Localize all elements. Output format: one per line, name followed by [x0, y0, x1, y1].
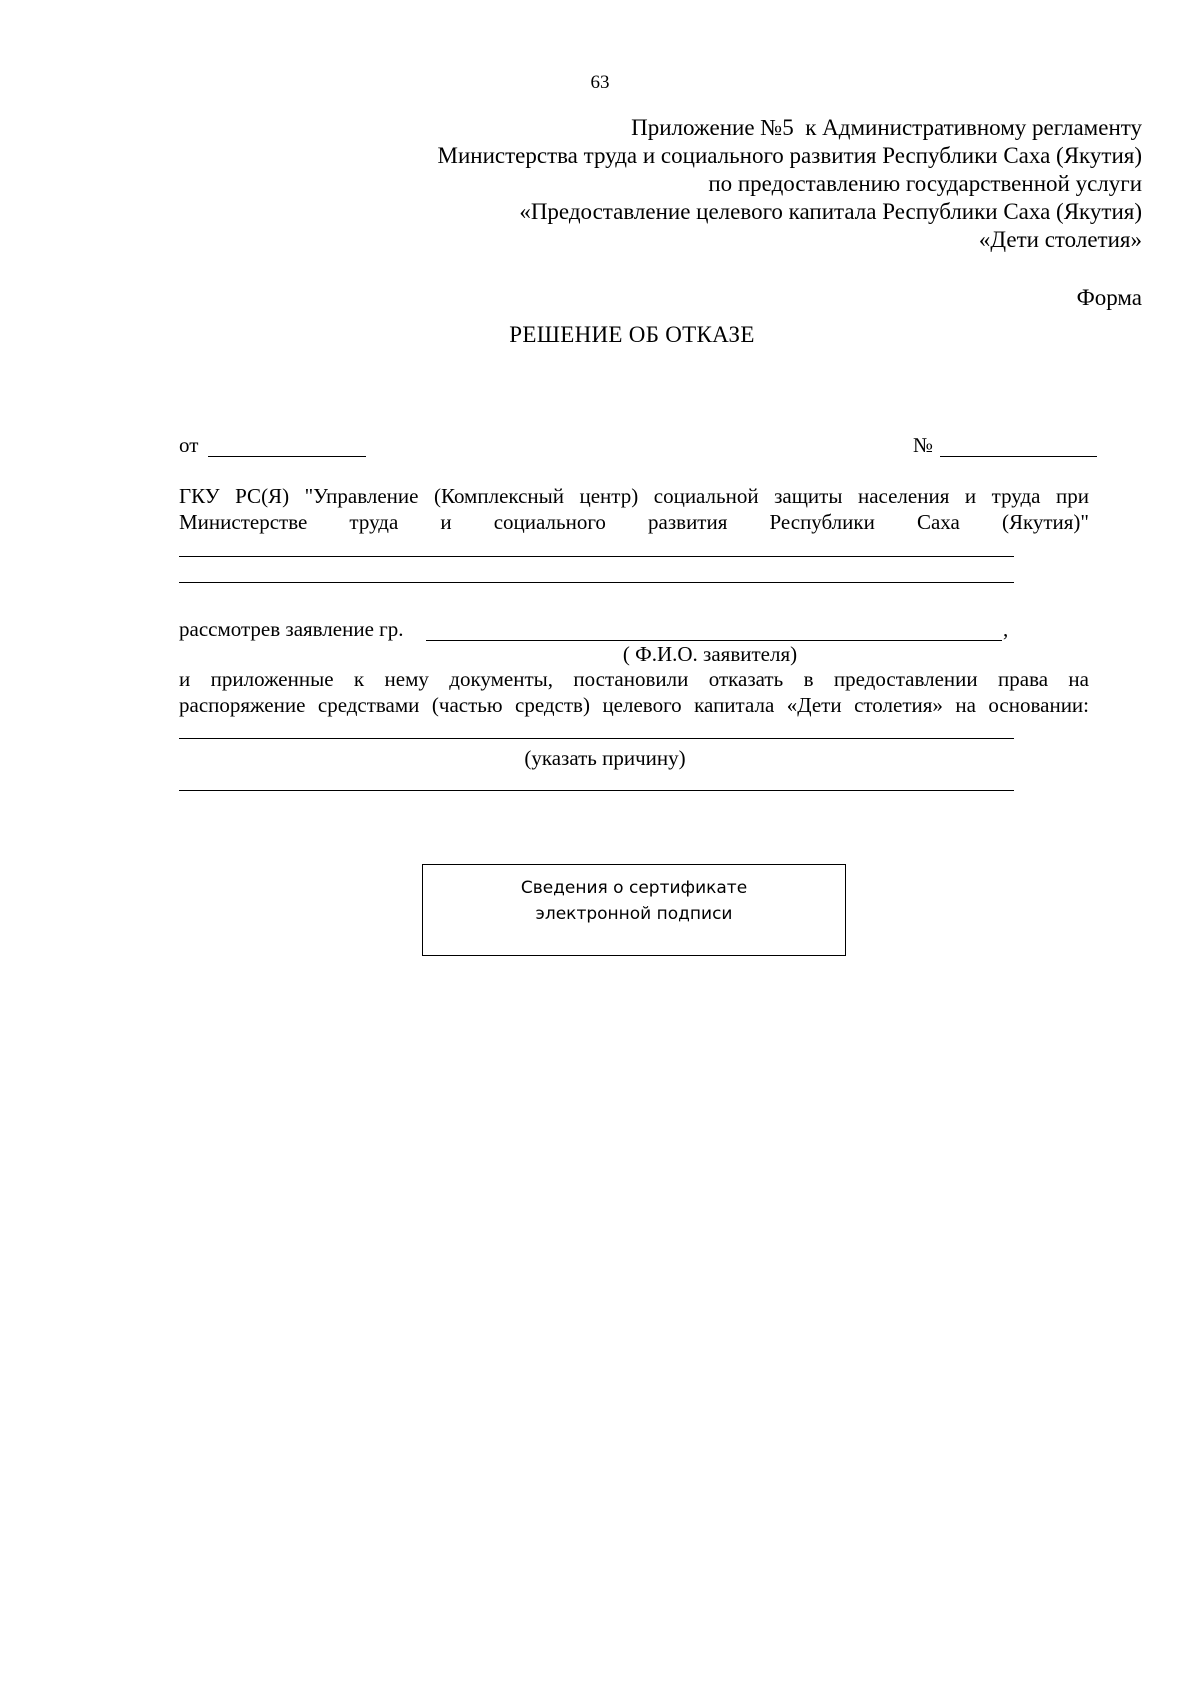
organization-line-1: ГКУ РС(Я) "Управление (Комплексный центр) социальной защиты населения и труда при [179, 484, 1089, 508]
reason-line[interactable] [179, 790, 1014, 791]
decision-line-1: и приложенные к нему документы, постановили отказать в предоставлении права на [179, 667, 1089, 691]
appendix-block [438, 114, 1142, 254]
signature-box-line: электронной подписи [535, 904, 733, 924]
reason-line[interactable] [179, 738, 1014, 739]
date-field-line[interactable] [208, 456, 366, 457]
organization-blank-line[interactable] [179, 582, 1014, 583]
organization-line-2: Министерстве труда и социального развития Республики Саха (Якутия)" [179, 510, 1089, 534]
applicant-comma: , [1003, 617, 1009, 641]
reason-hint: (указать причину) [524, 746, 686, 770]
document-title: РЕШЕНИЕ ОБ ОТКАЗЕ [509, 322, 755, 347]
appendix-line: «Дети столетия» [978, 227, 1142, 252]
date-from-label: от [179, 433, 199, 457]
signature-box-line: Сведения о сертификате [520, 878, 748, 898]
appendix-line: Министерства труда и социального развития Республики Саха (Якутия) [437, 143, 1142, 168]
appendix-line: по предоставлению государственной услуги [708, 171, 1142, 196]
applicant-hint: ( Ф.И.О. заявителя) [622, 642, 798, 666]
number-label: № [913, 433, 934, 457]
decision-line-2: распоряжение средствами (частью средств) целевого капитала «Дети столетия» на основании: [179, 693, 1089, 717]
applicant-label: рассмотрев заявление гр. [179, 617, 404, 641]
signature-certificate-box [422, 864, 846, 956]
appendix-line: Приложение №5 к Административному регламенту [631, 115, 1142, 140]
form-label: Форма [1076, 285, 1142, 310]
organization-blank-line[interactable] [179, 556, 1014, 557]
number-field-line[interactable] [940, 456, 1097, 457]
page-number: 63 [590, 72, 610, 93]
appendix-line: «Предоставление целевого капитала Республики Саха (Якутия) [519, 199, 1142, 224]
